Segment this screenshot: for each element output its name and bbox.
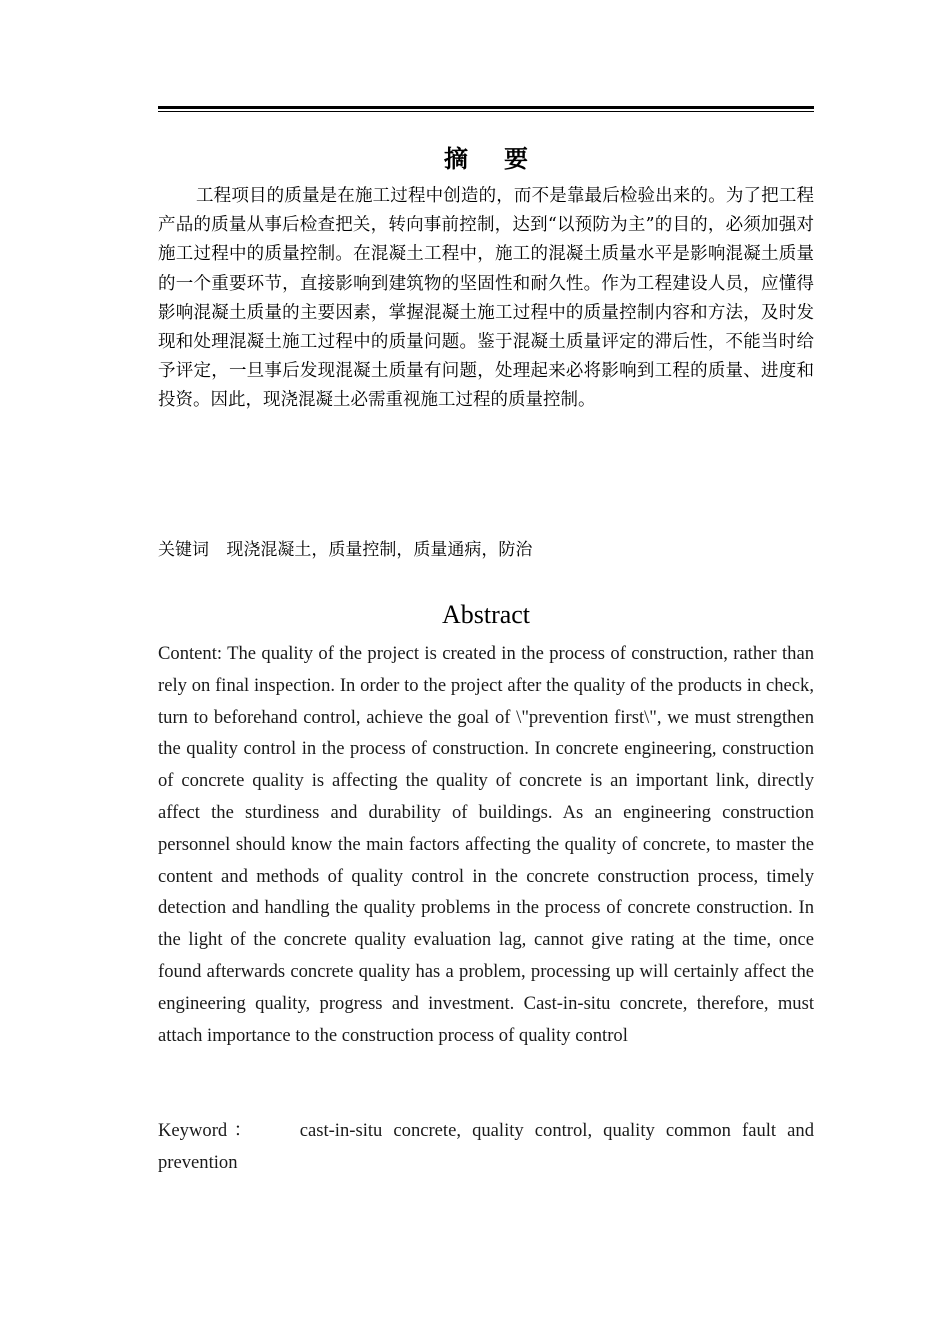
english-abstract-title: Abstract [441,600,531,629]
english-abstract-body: Content: The quality of the project is created in the process of construction, rather than rely on final inspection. In order to the project after the quality of the products in check, turn to beforehand control, achieve the goal of \"prevention first\", we must strengthen the quality control in the process of construction. In concrete engineering, construction of concrete quality is affecting the quality of concrete is an important link, directly affect the sturdiness and durability of buildings. As an engineering construction personnel should know the main factors affecting the quality of concrete, to master the content and methods of quality control in the concrete construction process, timely detection and handling the quality problems in the process of concrete construction. In the light of the concrete quality evaluation lag, cannot give rating at the time, once found afterwards concrete quality has a problem, processing up will certainly affect the engineering quality, progress and investment. Cast-in-situ concrete, therefore, must attach importance to the construction process of quality control [158,643,814,1046]
english-keywords-text: cast-in-situ concrete, quality control, quality common fault and prevention [158,1120,814,1173]
english-keywords [158,1115,814,1179]
header-rule-thick [158,106,814,109]
chinese-abstract-title: 摘要 [444,145,564,173]
chinese-keywords-text: 现浇混凝土，质量控制，质量通病，防治 [226,540,533,560]
header-rule-thin [158,111,814,112]
chinese-keywords-label: 关键词 [158,540,209,560]
english-keywords-label: Keyword： [158,1120,259,1141]
chinese-keywords [158,537,814,563]
chinese-abstract-body: 工程项目的质量是在施工过程中创造的，而不是靠最后检验出来的。为了把工程产品的质量从事后检查把关，转向事前控制，达到“以预防为主”的目的，必须加强对施工过程中的质量控制。在混凝土工程中，施工的混凝土质量水平是影响混凝土质量的一个重要环节，直接影响到建筑物的坚固性和耐久性。作为工程建设人员，应懂得影响混凝土质量的主要因素，掌握混凝土施工过程中的质量控制内容和方法，及时发现和处理混凝土施工过程中的质量问题。鉴于混凝土质量评定的滞后性，不能当时给予评定，一旦事后发现混凝土质量有问题，处理起来必将影响到工程的质量、进度和投资。因此，现浇混凝土必需重视施工过程的质量控制。 [158,186,814,411]
